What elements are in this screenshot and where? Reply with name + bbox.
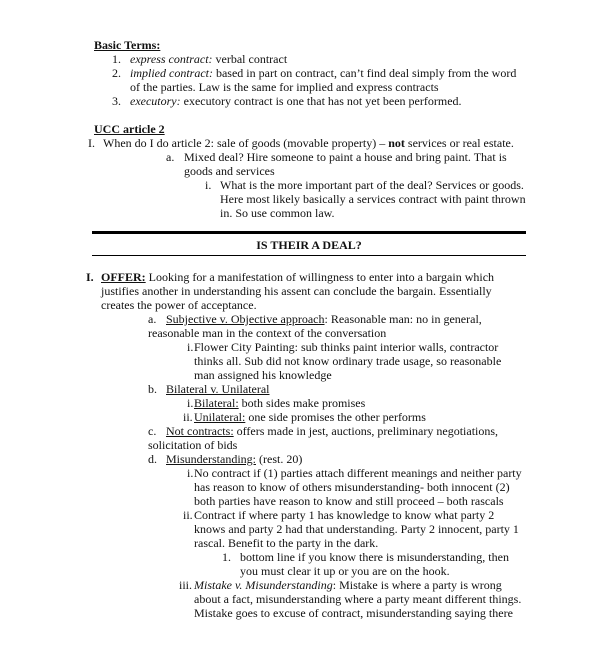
ucc-i-line-1: What is the more important part of the deal? Services or goods. (220, 178, 524, 192)
offer-d-ii-1-num: 1. (222, 550, 231, 564)
offer-a-line-1 (166, 312, 482, 326)
offer-d-iii-num: iii. (179, 578, 193, 592)
offer-b-num: b. (148, 382, 157, 396)
unilateral-text: one side promises the other performs (245, 410, 426, 424)
basic-terms-heading: Basic Terms: (94, 38, 161, 52)
offer-d-i-line-3: both parties have reason to know and still proceed – both rascals (194, 494, 504, 508)
offer-a-i-line-1: Flower City Painting: sub thinks paint interior walls, contractor (194, 340, 499, 354)
offer-c-line-1 (166, 424, 498, 438)
section-top-rule (92, 231, 526, 234)
basic-terms-num-1: 1. (112, 52, 121, 66)
offer-line-1-text: Looking for a manifestation of willingness to enter into a bargain which (145, 270, 495, 284)
ucc-line-1-not: not (388, 136, 405, 150)
ucc-line-1-c: services or real estate. (404, 136, 514, 150)
offer-a-i-num: i. (187, 340, 194, 354)
offer-d-line-1 (166, 452, 302, 466)
mistake-text: : Mistake is where a party is wrong (332, 578, 502, 592)
basic-terms-num-2: 2. (112, 66, 121, 80)
offer-a-line-2: reasonable man in the context of the conversation (148, 326, 387, 340)
offer-d-ii-1-line-2: you must clear it up or you are on the hook. (240, 564, 450, 578)
basic-terms-item-2 (130, 66, 516, 80)
section-bottom-rule (92, 255, 526, 256)
term-executory: executory: (130, 94, 181, 108)
offer-b-ii-num: ii. (183, 410, 193, 424)
offer-b-label: Bilateral v. Unilateral (166, 382, 270, 396)
not-contracts-text: offers made in jest, auctions, preliminary negotiations, (233, 424, 499, 438)
offer-label: OFFER: (101, 270, 146, 284)
basic-terms-item-3 (130, 94, 462, 108)
unilateral-label: Unilateral: (194, 410, 246, 424)
offer-c-num: c. (148, 424, 157, 438)
section-title: IS THEIR A DEAL? (256, 238, 362, 252)
not-contracts-label: Not contracts: (166, 424, 234, 438)
ucc-a-line-1: Mixed deal? Hire someone to paint a house and bring paint. That is (184, 150, 507, 164)
misunderstanding-label: Misunderstanding: (166, 452, 256, 466)
term-express-def: verbal contract (212, 52, 288, 66)
ucc-line-1-a: When do I do article 2: sale of goods (movable property) – (103, 136, 389, 150)
misunderstanding-text: (rest. 20) (256, 452, 303, 466)
ucc-i-num: i. (205, 178, 212, 192)
mistake-label: Mistake v. Misunderstanding (194, 578, 333, 592)
term-express: express contract: (130, 52, 213, 66)
offer-line-3: creates the power of acceptance. (101, 298, 257, 312)
ucc-heading: UCC article 2 (94, 122, 165, 136)
basic-terms-num-3: 3. (112, 94, 121, 108)
offer-b-ii-line (194, 410, 426, 424)
term-executory-def: executory contract is one that has not yet been performed. (180, 94, 462, 108)
offer-d-iii-line-1 (194, 578, 502, 592)
ucc-num-1: I. (88, 136, 95, 150)
offer-d-ii-num: ii. (183, 508, 193, 522)
offer-d-i-num: i. (187, 466, 194, 480)
offer-line-1 (101, 270, 494, 284)
ucc-i-line-2: Here most likely basically a services contract with paint thrown (220, 192, 526, 206)
offer-a-i-line-2: thinks all. Sub did not know ordinary trade usage, so reasonable (194, 354, 502, 368)
offer-a-label: Subjective v. Objective approach (166, 312, 325, 326)
offer-d-ii-line-1: Contract if where party 1 has knowledge to know what party 2 (194, 508, 495, 522)
term-implied-def: based in part on contract, can’t find deal simply from the word (212, 66, 517, 80)
term-implied: implied contract: (130, 66, 213, 80)
offer-d-ii-1-line-1: bottom line if you know there is misunderstanding, then (240, 550, 509, 564)
offer-c-line-2: solicitation of bids (148, 438, 238, 452)
offer-d-ii-line-3: rascal. Benefit to the party in the dark. (194, 536, 379, 550)
offer-d-iii-line-2: about a fact, misunderstanding where a party meant different things. (194, 592, 522, 606)
offer-d-iii-line-3: Mistake goes to excuse of contract, misunderstanding saying there (194, 606, 513, 620)
offer-d-i-line-1: No contract if (1) parties attach different meanings and neither party (194, 466, 522, 480)
ucc-i-line-3: in. So use common law. (220, 206, 335, 220)
ucc-a-num: a. (166, 150, 175, 164)
ucc-line-1 (103, 136, 514, 150)
offer-d-i-line-2: has reason to know of others misunderstanding- both innocent (2) (194, 480, 510, 494)
bilateral-label: Bilateral: (194, 396, 239, 410)
offer-d-ii-line-2: knows and party 2 had that understanding. Party 2 innocent, party 1 (194, 522, 519, 536)
offer-d-num: d. (148, 452, 157, 466)
offer-a-rest: : Reasonable man: no in general, (324, 312, 482, 326)
basic-terms-item-2-cont: of the parties. Law is the same for implied and express contracts (130, 80, 439, 94)
offer-b-i-line (194, 396, 365, 410)
offer-line-2: justifies another in understanding his assent can conclude the bargain. Essentially (101, 284, 492, 298)
basic-terms-item-1 (130, 52, 287, 66)
offer-a-i-line-3: man assigned his knowledge (194, 368, 332, 382)
bilateral-text: both sides make promises (238, 396, 366, 410)
ucc-a-line-2: goods and services (184, 164, 275, 178)
offer-a-num: a. (148, 312, 157, 326)
offer-num: I. (86, 270, 94, 284)
offer-b-i-num: i. (187, 396, 194, 410)
